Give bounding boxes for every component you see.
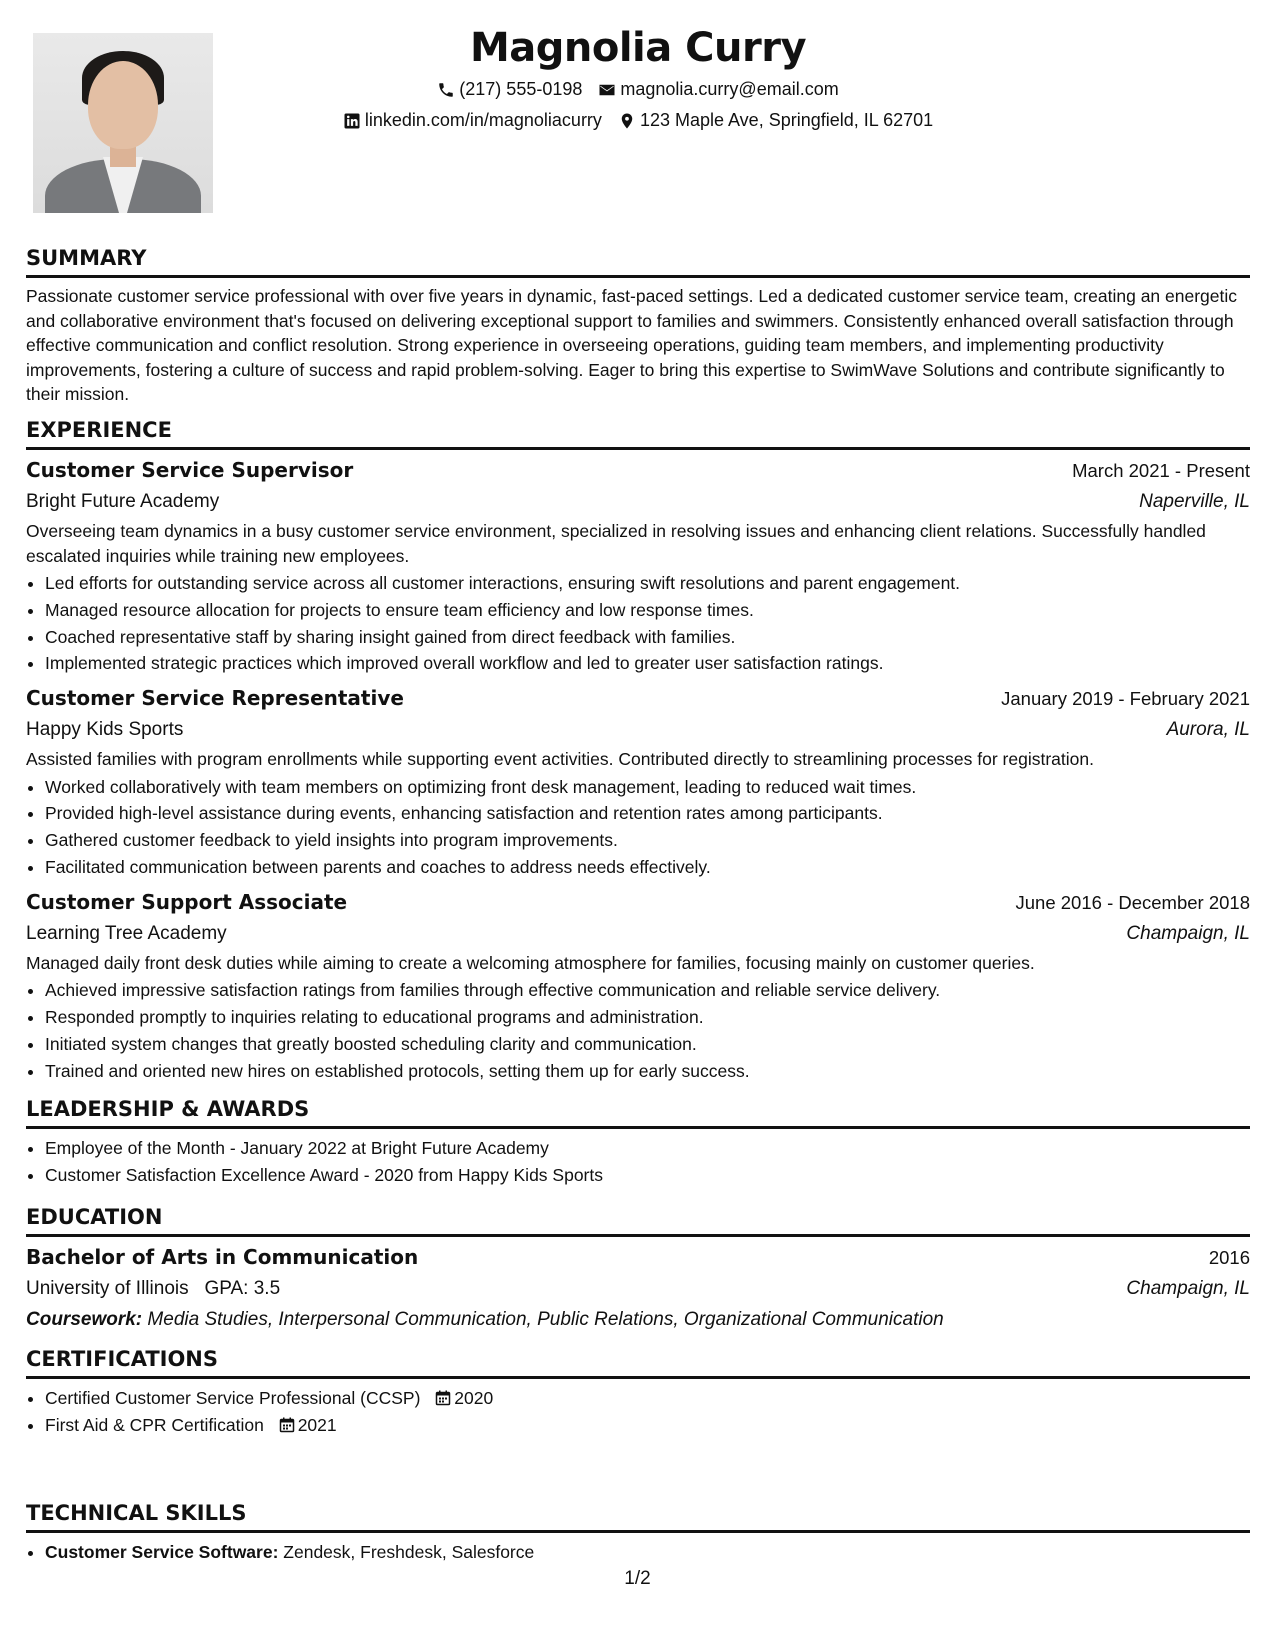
list-item: • Customer Satisfaction Excellence Award - 2020 from Happy Kids Sports (45, 1162, 1250, 1189)
section-title: EDUCATION (26, 1203, 1250, 1237)
list-item: • Managed resource allocation for projects to ensure team efficiency and low response times. (45, 597, 1250, 624)
job-bullets (26, 977, 1250, 1084)
gpa: GPA: 3.5 (204, 1278, 281, 1299)
job-title: Customer Support Associate (26, 889, 348, 914)
education-section (26, 1203, 1250, 1335)
certifications-list (26, 1385, 1250, 1439)
summary-text: Passionate customer service professional with over five years in dynamic, fast-paced settings. Led a dedicated customer service team, creating an energetic and collaborative environment that's focused on delivering exceptional support to families and swimmers. Consistently enhanced overall satisfaction through effective communication and conflict resolution. Strong experience in overseeing operations, guiding team members, and implementing productivity improvements, fostering a culture of success and rapid problem-solving. Eager to bring this expertise to SwimWave Solutions and contribute significantly to their mission. (26, 286, 1238, 404)
calendar-icon (435, 1390, 451, 1406)
certifications-section (26, 1345, 1250, 1439)
list-item (45, 1412, 1250, 1439)
certification-name: Certified Customer Service Professional (CCSP) (45, 1388, 421, 1408)
map-pin-icon (618, 112, 636, 130)
job-description: Managed daily front desk duties while aiming to create a welcoming atmosphere for families, focusing mainly on customer queries. (26, 952, 1035, 973)
company-name: Bright Future Academy (26, 491, 220, 512)
skill-values: Zendesk, Freshdesk, Salesforce (283, 1542, 535, 1562)
contact-line-1 (26, 74, 1250, 105)
email-contact[interactable] (598, 74, 838, 105)
linkedin-contact[interactable] (343, 105, 602, 136)
section-title: EXPERIENCE (26, 416, 1250, 450)
list-item: • Implemented strategic practices which improved overall workflow and led to greater user satisfaction ratings. (45, 650, 1250, 677)
job-bullets (26, 774, 1250, 881)
coursework-list: Media Studies, Interpersonal Communication, Public Relations, Organizational Communication (147, 1309, 944, 1330)
company-name: Learning Tree Academy (26, 922, 227, 944)
list-item: • Achieved impressive satisfaction ratings from families through effective communication and reliable service delivery. (45, 977, 1250, 1004)
job-dates: March 2021 - Present (1072, 460, 1250, 481)
coursework (26, 1305, 1250, 1335)
technical-skills-section (26, 1499, 1250, 1566)
list-item: • Initiated system changes that greatly boosted scheduling clarity and communication. (45, 1031, 1250, 1058)
job-title: Customer Service Representative (26, 686, 404, 711)
list-item: • Responded promptly to inquiries relating to educational programs and administration. (45, 1004, 1250, 1031)
phone-contact[interactable] (437, 74, 582, 105)
job-description: Overseeing team dynamics in a busy customer service environment, specialized in resolving issues and enhancing client relations. Successfully handled escalated inquiries while training new employees. (26, 521, 1206, 566)
street-address: 123 Maple Ave, Springfield, IL 62701 (639, 110, 934, 130)
job-title: Customer Service Supervisor (26, 458, 354, 482)
list-item: • Coached representative staff by sharing insight gained from direct feedback with families. (45, 624, 1250, 651)
certification-year: 2021 (297, 1414, 337, 1435)
section-title: LEADERSHIP & AWARDS (26, 1095, 1250, 1129)
job-entry (26, 683, 1250, 881)
job-dates: January 2019 - February 2021 (1001, 688, 1250, 710)
email-address: magnolia.curry@email.com (620, 79, 839, 99)
candidate-name: Magnolia Curry (469, 25, 807, 71)
phone-number: (217) 555-0198 (459, 79, 583, 99)
list-item: • Employee of the Month - January 2022 at Bright Future Academy (45, 1135, 1250, 1162)
awards-list (26, 1135, 1250, 1189)
calendar-icon (279, 1417, 295, 1433)
job-entry (26, 887, 1250, 1085)
linkedin-url: linkedin.com/in/magnoliacurry (364, 110, 602, 130)
skill-category: Customer Service Software: (45, 1542, 279, 1562)
linkedin-icon (343, 112, 361, 130)
school-name: University of Illinois (26, 1278, 189, 1299)
list-item: • Trained and oriented new hires on established protocols, setting them up for early success. (45, 1058, 1250, 1085)
list-item: • Facilitated communication between parents and coaches to address needs effectively. (45, 854, 1250, 881)
leadership-section (26, 1095, 1250, 1189)
job-location: Champaign, IL (1126, 922, 1250, 944)
contact-line-2 (26, 105, 1250, 136)
section-title: TECHNICAL SKILLS (26, 1499, 1250, 1533)
list-item: • Gathered customer feedback to yield insights into program improvements. (45, 827, 1250, 854)
address-contact (618, 105, 933, 136)
job-bullets (26, 570, 1250, 677)
school-location: Champaign, IL (1126, 1278, 1250, 1299)
coursework-label: Coursework: (26, 1309, 143, 1330)
list-item: • Led efforts for outstanding service across all customer interactions, ensuring swift resolutions and parent engagement. (45, 570, 1250, 597)
job-description: Assisted families with program enrollments while supporting event activities. Contributed directly to streamlining processes for registration. (26, 749, 1094, 770)
page-number: 1/2 (624, 1568, 651, 1589)
list-item (45, 1539, 1250, 1566)
certification-year: 2020 (454, 1388, 494, 1408)
job-entry (26, 455, 1250, 677)
job-dates: June 2016 - December 2018 (1015, 891, 1250, 913)
phone-icon (437, 81, 455, 99)
list-item: • Worked collaboratively with team members on optimizing front desk management, leading to reduced wait times. (45, 774, 1250, 801)
section-title: SUMMARY (26, 244, 1250, 278)
skills-list (26, 1539, 1250, 1566)
resume-header (26, 22, 1250, 136)
envelope-icon (598, 81, 616, 99)
experience-section (26, 416, 1250, 1085)
company-name: Happy Kids Sports (26, 719, 184, 741)
job-location: Naperville, IL (1139, 491, 1250, 512)
list-item (45, 1385, 1250, 1412)
graduation-year: 2016 (1208, 1247, 1250, 1268)
certification-name: First Aid & CPR Certification (45, 1414, 264, 1435)
list-item: • Provided high-level assistance during events, enhancing satisfaction and retention rates among participants. (45, 800, 1250, 827)
summary-section (26, 244, 1250, 407)
job-location: Aurora, IL (1166, 719, 1250, 741)
degree-name: Bachelor of Arts in Communication (26, 1245, 419, 1269)
section-title: CERTIFICATIONS (26, 1345, 1250, 1379)
